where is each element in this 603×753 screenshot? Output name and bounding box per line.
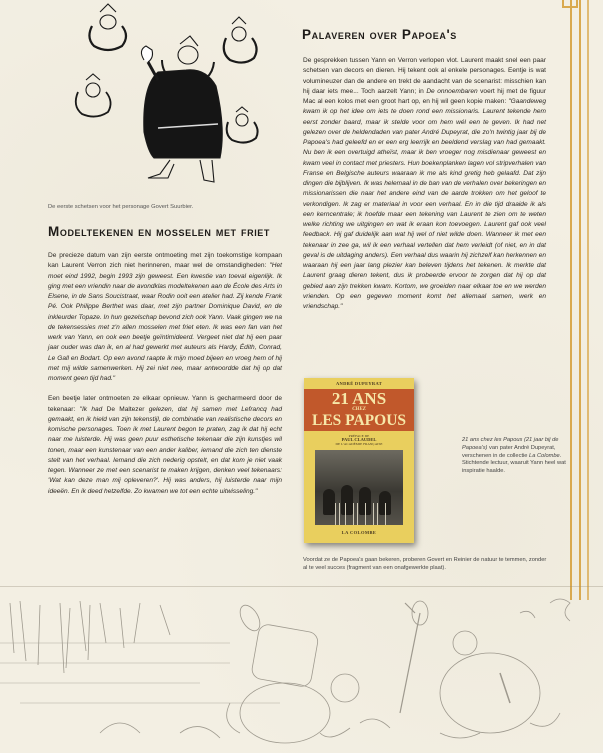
photo-figure	[341, 485, 353, 515]
paragraph	[303, 56, 546, 312]
preface-sub: DE L'ACADÉMIE FRANÇAISE	[335, 442, 383, 446]
bottom-illustration-caption: Voordat ze de Papoea's gaan bekeren, proberen Govert en Reinier de natuur te temmen, zonder al te veel succes (fragment van een onafgewerkte plaat).	[303, 557, 547, 571]
preface-name: PAUL CLAUDEL	[341, 437, 377, 442]
sketch-head	[89, 4, 126, 50]
paragraph	[48, 251, 282, 384]
gold-rule	[587, 0, 589, 600]
book-cover-image	[304, 378, 414, 543]
pencil-sketch-illustration	[0, 583, 603, 753]
monk-figure	[141, 36, 222, 182]
preface-label: PRÉFACE DE	[348, 434, 370, 438]
quote-text: "Gaandeweg kwam ik op het idee om iets te doen rond een missionaris. Laurent tekende hem eerst zonder baard, maar ik stelde voor om hem wél een te geven. Ik had net gelezen over de heldendaden van pater André Dupeyrat, die zo'n twintig jaar bij de Papoea's had geleefd en er een erg leerrijk en beeldend verslag van had gemaakt. Nu ben ik een overtuigd atheïst, maar ik ben vroeger nog misdienaar geweest en kwam veel in contact met priesters. Hun boekenplanken lagen vol stripverhalen van Franse en Belgische auteurs waaraan ik me als kind gretig heb gelaafd. Dat zijn dingen die bijblijven. Ik was helemaal in de ban van de verhalen over bekeringen en missionarissen die naar het andere eind van de aarde trokken om het geloof te verkondigen. Ik zag er materiaal in voor een verhaal. En in die tijd draaide ik als een kerncentrale; ik hoefde maar een tekening van Laurent te zien om te weten welke richting we uitgingen en wat ik eraan kon toevoegen. Laurent gaf ook veel feedback. Hij gaf duidelijk aan wat hij wel of niet wilde doen. Wanneer ik met een tekenaar in zee ga, wil ik een verhaal vertellen dat hem verleidt (of niet, en in dat geval is de uitdaging anders). Een verhaal dus waarin hij zichzelf kan herkennen en waaraan hij een jaar lang plezier kan beleven tijdens het tekenen. Ik merkte dat Laurent graag dieren tekent, dus ik probeerde ervoor te zorgen dat hij op dat gebied aan zijn trekken kwam. Kortom, we groeiden naar elkaar toe en we werden vrienden. Op een gegeven moment komt het allemaal samen, werk en vriendschap."	[303, 98, 546, 310]
paragraph-text: voert hij met de figuur Mac al een kolos met een groot hart op, en hij wil geen kopie maken:	[303, 87, 546, 105]
sketch-head	[76, 74, 111, 117]
sketch-head	[227, 107, 258, 143]
book-author: ANDRÉ DUPEYRAT	[336, 381, 382, 386]
section-heading-left: Modeltekenen en mosselen met friet	[48, 224, 270, 239]
quote-text: gelezen, dat hij samen met Lefrancq had gemaakt, en ik hield van zijn tekenstijl, de combinatie van realistische decors en komische personages. Toen ik met Laurent begon te praten, zag ik dat hij echt naar me luisterde. Hij was geen puur esthetische tekenaar die zijn kunstjes wil tonen, maar een kunstenaar van een ander kaliber, iemand die zich ten dienste stelt van het verhaal. Iemand die zich nederig opstelt, en dat kom je niet vaak tegen. Wanneer ze met een scenarist te maken krijgen, denken veel tekenaars: 'Wat kan deze man mij opleveren?'. Hij was anders, hij luisterde naar mijn ideeën. En ik deed hetzelfde. Zo kwamen we tot een echte uitwisseling."	[48, 405, 282, 495]
paragraph-text: De precieze datum van zijn eerste ontmoeting met zijn toekomstige kompaan kan Laurent Verron zich niet herinneren, maar wel de omstandigheden:	[48, 252, 282, 270]
sketch-character-left	[227, 602, 359, 743]
left-column-text	[48, 251, 282, 497]
photo-figure	[323, 489, 335, 515]
paragraph	[48, 394, 282, 497]
paragraph-text: Een beetje later ontmoeten ze elkaar opnieuw. Yann is gecharmeerd door de tekenaar:	[48, 395, 282, 413]
book-title-reference: De onnoembaren	[426, 87, 478, 95]
book-cover-photo	[315, 450, 403, 525]
sketch-scribbles	[100, 599, 570, 738]
book-preface	[335, 434, 382, 446]
book-title-band	[304, 389, 414, 431]
right-column-text	[303, 56, 546, 312]
character-sketch-illustration	[40, 0, 280, 195]
paragraph-text: De gesprekken tussen Yann en Verron verlopen vlot. Laurent maakt snel een paar schetsen van decors en dieren. Hij tekent ook al enkele personages. Eentje is wat volumineuzer dan de andere en trekt de aandacht van de scenarist: misschien kan hij daar iets mee... Toch aarzelt Yann; in	[303, 57, 546, 95]
book-title-reference: De Maltezer	[106, 405, 145, 413]
caption-translation: (21 jaar bij de Papoea's)	[462, 437, 559, 451]
sketch-character-right	[400, 601, 560, 738]
gold-rule	[579, 0, 581, 600]
illustration-caption: De eerste schetsen voor het personage Govert Suurbier.	[48, 204, 194, 210]
gold-rule	[570, 0, 572, 600]
caption-text: . Stichtende lectuur, waaruit Yann heel wat inspiratie haalde.	[462, 452, 566, 475]
book-publisher: LA COLOMBE	[341, 530, 377, 535]
caption-text: van pater André Dupeyrat, verschenen in de collectie	[462, 444, 556, 459]
book-title-chez: CHEZ	[352, 407, 366, 412]
quote-text: "Het moet eind 1992, begin 1993 zijn geweest. Een kwestie van toeval eigenlijk. Ik ging met een vriendin naar de avondklas modeltekenen aan de École des Arts in Elsene, in de Sans Soucistraat, waar Rodin ooit een atelier had. Zij kende Frank Pé. Ook Philippe Berthet was daar, met zijn partner Dominique David, en de inkleurder Topaze. In hun gezelschap bevond zich ook Yann. Vaak gingen we na de tekensessies met z'n allen mosselen met friet eten. Ik was een fan van het werk van Yann, en ook een beetje geïntimideerd. Vergeet niet dat hij een paar jaar ouder was dan ik, en al had gewerkt met auteurs als Hardy, Édith, Conrad, Le Gall en Bodart. Op een avond raapte ik mijn moed bijeen en vroeg hem of hij met mij wilde samenwerken. Hij zei niet nee, maar antwoordde dat hij op dat moment geen tijd had."	[48, 262, 282, 382]
quote-text: "Ik had	[79, 405, 107, 413]
caption-book-title: 21 ans chez les Papous	[462, 437, 523, 443]
book-caption	[462, 437, 574, 476]
sketch-head	[224, 17, 257, 63]
book-title-line2: LES PAPOUS	[311, 412, 407, 429]
section-heading-right: Palaveren over Papoea's	[302, 27, 457, 42]
book-title-line1: 21 ANS	[331, 389, 387, 408]
sketch-hatching	[0, 601, 280, 703]
caption-collection: La Colombe	[529, 452, 560, 459]
